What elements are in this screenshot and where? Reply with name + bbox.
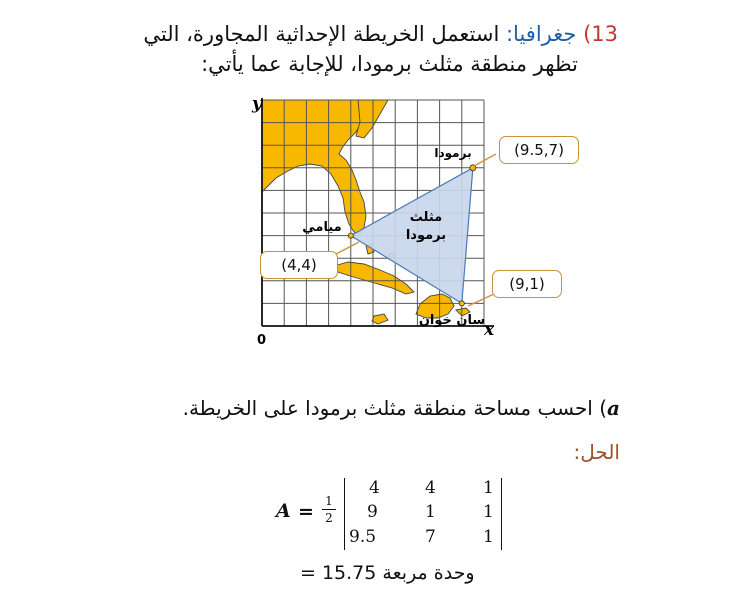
part-a-text: احسب مساحة منطقة مثلث برمودا على الخريطة. bbox=[182, 396, 600, 420]
triangle-label-1: مثلث bbox=[409, 210, 443, 225]
matrix-cell: 7 bbox=[425, 527, 436, 547]
triangle-label-2: برمودا bbox=[405, 228, 447, 243]
part-a-letter: a bbox=[607, 396, 620, 420]
question-line-2: تظهر منطقة مثلث برمودا، للإجابة عما يأتي: bbox=[201, 52, 578, 76]
one-half-fraction bbox=[322, 494, 336, 525]
matrix-cell: 1 bbox=[483, 502, 494, 522]
san-juan-label: سان خوان bbox=[418, 313, 486, 328]
question-text-1: استعمل الخريطة الإحداثية المجاورة، التي bbox=[143, 22, 506, 46]
matrix-cell: 1 bbox=[425, 502, 436, 522]
matrix-cell: 9.5 bbox=[349, 527, 377, 547]
coordinate-map bbox=[238, 88, 508, 350]
result-value: 15.75 bbox=[321, 562, 377, 584]
question-topic: جغرافيا: bbox=[505, 22, 577, 46]
matrix-cell: 4 bbox=[369, 478, 380, 498]
san-juan-coordinate-callout: (9,1) bbox=[492, 270, 562, 298]
matrix-cell: 1 bbox=[483, 527, 494, 547]
fraction-numerator: 1 bbox=[325, 494, 333, 508]
x-axis-label: x bbox=[484, 320, 495, 340]
bermuda-place-label: برمودا bbox=[434, 146, 472, 160]
san-juan-vertex-marker bbox=[459, 301, 464, 306]
fraction-bar bbox=[322, 509, 336, 510]
y-axis-label: y bbox=[252, 94, 262, 114]
matrix-cell: 1 bbox=[483, 478, 494, 498]
result-equals: = bbox=[300, 562, 316, 584]
solution-label: الحل: bbox=[573, 440, 620, 464]
determinant-matrix bbox=[344, 478, 502, 550]
area-variable: A bbox=[276, 500, 291, 522]
miami-label: ميامي bbox=[302, 220, 342, 235]
matrix-cell: 4 bbox=[425, 478, 436, 498]
area-result bbox=[300, 562, 475, 584]
origin-label: 0 bbox=[257, 333, 267, 348]
question-number: 13) bbox=[583, 22, 618, 46]
part-a-question: a) احسب مساحة منطقة مثلث برمودا على الخريطة. bbox=[182, 396, 620, 420]
miami-vertex-marker bbox=[348, 233, 353, 238]
bermuda-coordinate-callout: (9.5,7) bbox=[499, 136, 579, 164]
result-unit: وحدة مربعة bbox=[382, 562, 475, 584]
question-line-1 bbox=[143, 22, 618, 46]
fraction-denominator: 2 bbox=[325, 511, 333, 525]
miami-coordinate-callout: (4,4) bbox=[260, 251, 338, 279]
area-equals-sign: = bbox=[298, 501, 314, 523]
matrix-cell: 9 bbox=[367, 502, 378, 522]
